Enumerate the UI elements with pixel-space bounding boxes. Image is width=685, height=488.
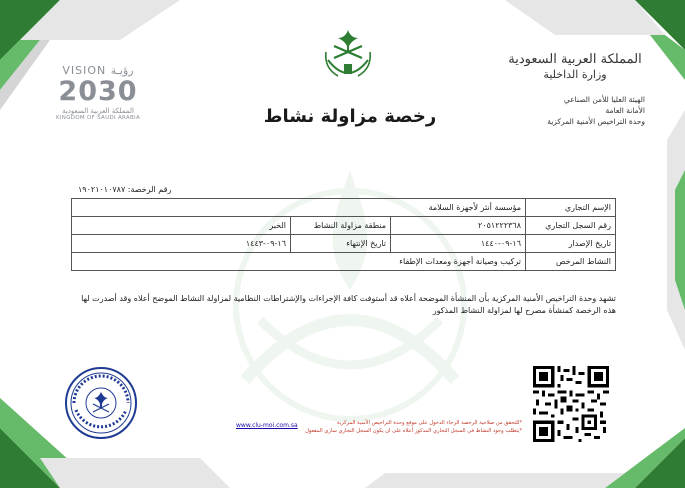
licensed-activity-label: النشاط المرخص bbox=[526, 253, 616, 271]
vision-year: 2030 bbox=[58, 76, 138, 107]
table-row bbox=[72, 199, 616, 217]
table-row bbox=[72, 217, 616, 235]
verification-qr-code[interactable] bbox=[533, 366, 609, 442]
authority-line-2: الأمانة العامة bbox=[605, 106, 645, 115]
table-row bbox=[72, 235, 616, 253]
watermark-emblem-icon bbox=[200, 140, 500, 440]
vision-english-caption: KINGDOM OF SAUDI ARABIA bbox=[55, 115, 141, 121]
authority-line-1: الهيئة العليا للأمن الصناعي bbox=[563, 95, 645, 104]
table-row bbox=[72, 253, 616, 271]
issuing-authority bbox=[495, 94, 645, 127]
issue-date-label: تاريخ الإصدار bbox=[526, 235, 616, 253]
vision-2030-logo bbox=[48, 64, 148, 121]
official-seal-icon bbox=[64, 366, 138, 440]
right-edge-decoration bbox=[655, 110, 685, 350]
saudi-emblem-icon bbox=[320, 24, 376, 86]
vision-arabic-caption: المملكة العربية السعودية bbox=[62, 107, 134, 115]
activity-region-label: منطقة مزاولة النشاط bbox=[291, 217, 391, 235]
expiry-date-label: تاريخ الإنتهاء bbox=[291, 235, 391, 253]
licensed-activity-value: تركيب وصيانة أجهزة ومعدات الإطفاء bbox=[72, 253, 526, 271]
license-details-table bbox=[71, 198, 616, 271]
license-number: رقم الرخصة: ١٩٠٢١٠١٠٧٨٧ bbox=[78, 185, 172, 194]
cr-number-value: ٢٠٥١٢٢٢٣٦٨ bbox=[391, 217, 526, 235]
footer-notes bbox=[236, 420, 522, 435]
verification-link[interactable]: www.clu-moi.com.sa bbox=[236, 422, 298, 429]
trade-name-label: الإسم التجاري bbox=[526, 199, 616, 217]
authority-line-3: وحدة التراخيص الأمنية المركزية bbox=[547, 117, 645, 126]
vision-label: VISION رؤيـة bbox=[62, 64, 134, 77]
expiry-date-value: ١٦-٠٩-١٤٤٣ bbox=[72, 235, 291, 253]
kingdom-name: المملكة العربية السعودية bbox=[508, 52, 642, 67]
footer-note-requirement: *يتطلب وجود النشاط في السجل التجاري المذكور أعلاه على ان يكون السجل التجاري ساري المفعول bbox=[305, 427, 522, 434]
cr-number-label: رقم السجل التجاري bbox=[526, 217, 616, 235]
certificate-title: رخصة مزاولة نشاط bbox=[263, 106, 437, 127]
issue-date-value: ١٦-٠٩-١٤٤٠ bbox=[391, 235, 526, 253]
ministry-name: وزارة الداخلية bbox=[543, 68, 607, 81]
activity-region-value: الخبر bbox=[72, 217, 291, 235]
trade-name-value: مؤسسة أنثر لأجهزة السلامة bbox=[72, 199, 526, 217]
footer-note-verify: *للتحقق من صلاحية الرخصة الرجاء الدخول على موقع وحدة التراخيص الأمنية المركزية bbox=[336, 420, 522, 426]
certification-statement: تشهد وحدة التراخيص الأمنية المركزية بأن المنشأة الموضحة أعلاه قد أستوفت كافة الإجراءات والإشتراطات النظامية لمزاولة النشاط الموضح أعلاه وقد أصدرت لها هذه الرخصة كمنشأة مصرح لها لمزاولة النشاط المذكور bbox=[81, 294, 616, 315]
kingdom-header bbox=[505, 52, 645, 82]
